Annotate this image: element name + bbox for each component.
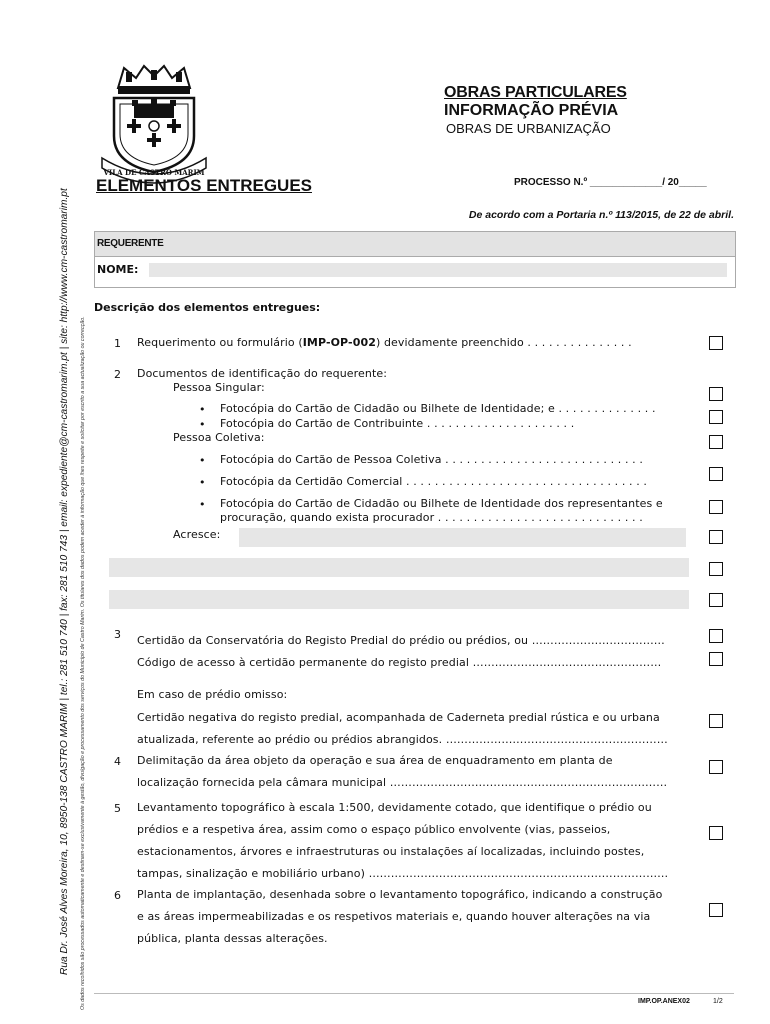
bullet: •	[199, 498, 206, 511]
item-number: 3	[114, 628, 121, 641]
page-number: 1/2	[713, 998, 723, 1005]
requerente-heading: REQUERENTE	[95, 232, 735, 257]
item-2-singular-1-checkbox[interactable]	[709, 410, 723, 424]
item-number: 1	[114, 337, 121, 350]
contact-sidebar: Rua Dr. José Alves Moreira, 10, 8950-138 CASTRO MARIM | tel.: 281 510 740 | fax: 281 510 743 | email: expediente@cm-castromarim.pt | site: http://www.cm-castromarim.pt	[59, 188, 70, 975]
bullet: •	[199, 454, 206, 467]
item-3-text: Certidão da Conservatória do Registo Predial do prédio ou prédios, ou ………………………………	[137, 634, 665, 647]
item-2-singular-1: Fotocópia do Cartão de Cidadão ou Bilhete de Identidade; e . . . . . . . . . . . . . .	[220, 402, 656, 415]
item-number: 5	[114, 802, 121, 815]
item-2-checkbox[interactable]	[709, 387, 723, 401]
item-1-checkbox[interactable]	[709, 336, 723, 350]
footer-divider	[94, 993, 734, 994]
bullet: •	[199, 418, 206, 431]
processo-number: PROCESSO N.º _____________/ 20_____	[514, 177, 707, 188]
page-title: ELEMENTOS ENTREGUES	[96, 176, 312, 195]
acresce-label: Acresce:	[173, 528, 221, 541]
item-5-text-3: estacionamentos, árvores e infraestruturas ou instalações aí localizadas, incluindo postes,	[137, 845, 645, 858]
document-code: IMP.OP.ANEX02	[638, 998, 690, 1005]
description-heading: Descrição dos elementos entregues:	[94, 301, 321, 314]
item-2-coletiva-checkbox[interactable]	[709, 435, 723, 449]
item-6-text-3: pública, planta dessas alterações.	[137, 932, 328, 945]
coat-of-arms-logo	[96, 64, 214, 184]
item-number: 4	[114, 755, 121, 768]
item-3-negativa: Certidão negativa do registo predial, acompanhada de Caderneta predial rústica e ou urbana	[137, 711, 660, 724]
item-6-checkbox[interactable]	[709, 903, 723, 917]
nome-label: NOME:	[97, 263, 139, 276]
privacy-notice: Os dados recolhidos são processados automaticamente e destinam-se exclusivamente à gestão, divulgação e processamento dos serviços do Município de Castro Marim. Os titulares dos dados podem aceder à informação que lhes respeite e solicitar por escrito a sua actualização ou correcção.	[80, 316, 86, 1010]
item-2-text: Documentos de identificação do requerente:	[137, 367, 388, 380]
item-5-text-1: Levantamento topográfico à escala 1:500, devidamente cotado, que identifique o prédio ou	[137, 801, 652, 814]
item-6-text-2: e as áreas impermeabilizadas e os respetivos materiais e, quando houver alterações na via	[137, 910, 651, 923]
item-number: 6	[114, 889, 121, 902]
bullet: •	[199, 476, 206, 489]
item-5-checkbox[interactable]	[709, 826, 723, 840]
item-2-coletiva-3-cont: procuração, quando exista procurador . . . . . . . . . . . . . . . . . . . . . . . . . . . . .	[220, 511, 643, 524]
svg-text:VILA DE CASTRO MARIM: VILA DE CASTRO MARIM	[103, 168, 205, 177]
bullet: •	[199, 403, 206, 416]
acresce-field-1[interactable]	[239, 528, 686, 547]
acresce-3-checkbox[interactable]	[709, 593, 723, 607]
header-subtitle: INFORMAÇÃO PRÉVIA	[444, 102, 619, 119]
item-4-text: Delimitação da área objeto da operação e sua área de enquadramento em planta de	[137, 754, 613, 767]
item-3-omisso: Em caso de prédio omisso:	[137, 688, 288, 701]
item-4-checkbox[interactable]	[709, 760, 723, 774]
item-3-negativa-checkbox[interactable]	[709, 714, 723, 728]
acresce-2-checkbox[interactable]	[709, 562, 723, 576]
acresce-1-checkbox[interactable]	[709, 530, 723, 544]
header-title: OBRAS PARTICULARES	[444, 84, 627, 101]
item-3-access-code-checkbox[interactable]	[709, 652, 723, 666]
item-3-negativa-cont: atualizada, referente ao prédio ou prédios abrangidos. ……………………………………………………	[137, 733, 668, 746]
item-5-text-2: prédios e a respetiva área, assim como o espaço público envolvente (vias, passeios,	[137, 823, 611, 836]
portaria-reference: De acordo com a Portaria n.º 113/2015, de 22 de abril.	[468, 209, 734, 221]
item-2-coletiva-2: Fotocópia da Certidão Comercial . . . . . . . . . . . . . . . . . . . . . . . . . . . . . . . . . .	[220, 475, 648, 488]
item-3-access-code: Código de acesso à certidão permanente do registo predial ……………………………………………	[137, 656, 662, 669]
item-2-singular-2: Fotocópia do Cartão de Contribuinte . . . . . . . . . . . . . . . . . . . . .	[220, 417, 575, 430]
item-1-text: Requerimento ou formulário (IMP-OP-002) devidamente preenchido . . . . . . . . . . . . . . .	[137, 336, 632, 349]
acresce-field-2[interactable]	[109, 558, 689, 577]
item-6-text-1: Planta de implantação, desenhada sobre o levantamento topográfico, indicando a construção	[137, 888, 663, 901]
requerente-section	[94, 231, 736, 288]
acresce-field-3[interactable]	[109, 590, 689, 609]
pessoa-singular-label: Pessoa Singular:	[173, 381, 265, 394]
pessoa-coletiva-label: Pessoa Coletiva:	[173, 431, 265, 444]
item-number: 2	[114, 368, 121, 381]
nome-field[interactable]	[149, 263, 727, 277]
item-2-coletiva-1: Fotocópia do Cartão de Pessoa Coletiva . . . . . . . . . . . . . . . . . . . . . . . . . . . .	[220, 453, 643, 466]
item-2-coletiva-3: Fotocópia do Cartão de Cidadão ou Bilhete de Identidade dos representantes e	[220, 497, 663, 510]
item-2-coletiva-1-checkbox[interactable]	[709, 467, 723, 481]
header-category: OBRAS DE URBANIZAÇÃO	[446, 121, 611, 136]
item-3-checkbox[interactable]	[709, 629, 723, 643]
item-2-coletiva-3-checkbox[interactable]	[709, 500, 723, 514]
item-5-text-4: tampas, sinalização e mobiliário urbano) ………………………………………………………………………	[137, 867, 669, 880]
item-4-text-cont: localização fornecida pela câmara municipal …………………………………………………………………	[137, 776, 668, 789]
